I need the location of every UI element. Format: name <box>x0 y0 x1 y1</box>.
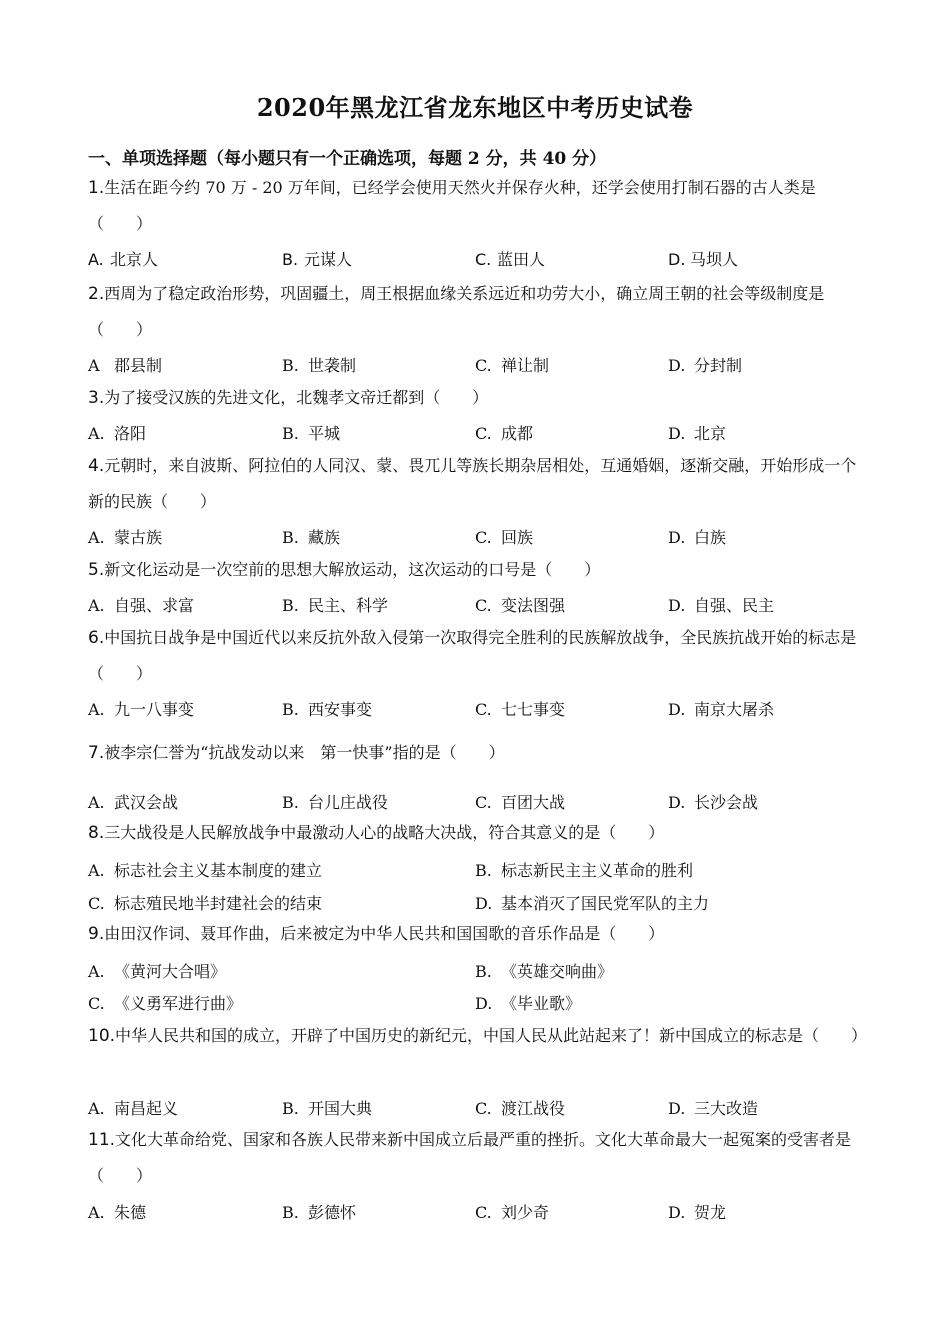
option-d[interactable] <box>668 421 726 444</box>
option-text: 禅让制 <box>501 356 550 375</box>
option-label: A. <box>88 596 105 615</box>
option-text: 平城 <box>308 424 341 443</box>
question-8 <box>88 815 868 851</box>
option-text: 回族 <box>501 528 534 547</box>
question-1 <box>88 170 868 242</box>
option-c[interactable] <box>88 991 242 1014</box>
option-text: 西安事变 <box>308 700 373 719</box>
option-text: 南京大屠杀 <box>694 700 775 719</box>
option-label: A. <box>88 861 105 880</box>
option-a[interactable] <box>88 247 158 270</box>
option-text: 基本消灭了国民党军队的主力 <box>501 894 710 913</box>
option-label: D. <box>668 793 686 812</box>
option-label: C. <box>88 994 105 1013</box>
option-text: 分封制 <box>694 356 743 375</box>
options-9-row-1 <box>88 959 868 983</box>
option-b[interactable] <box>282 247 352 270</box>
option-label: A. <box>88 250 104 269</box>
option-c[interactable] <box>475 525 533 548</box>
option-label: D. <box>668 424 686 443</box>
option-label: A. <box>88 1099 105 1118</box>
option-text: 蓝田人 <box>497 250 546 269</box>
option-label: B. <box>282 528 299 547</box>
option-text: 白族 <box>694 528 727 547</box>
option-c[interactable] <box>475 247 545 270</box>
option-a[interactable] <box>88 1200 146 1223</box>
question-text: 西周为了稳定政治形势，巩固疆土，周王根据血缘关系远近和功劳大小，确立周王朝的社会等级制度是（ ） <box>88 284 825 339</box>
option-a[interactable] <box>88 421 146 444</box>
option-text: 《毕业歌》 <box>501 994 582 1013</box>
option-label: B. <box>282 424 299 443</box>
question-number: 3. <box>88 388 105 408</box>
option-label: C. <box>475 596 492 615</box>
option-label: A. <box>88 793 105 812</box>
options-8-row-2 <box>88 891 868 915</box>
option-b[interactable] <box>282 421 340 444</box>
options-3 <box>88 421 868 445</box>
option-label: B. <box>282 250 299 269</box>
option-text: 渡江战役 <box>501 1099 566 1118</box>
option-label: C. <box>88 894 105 913</box>
option-d[interactable] <box>668 525 726 548</box>
option-a[interactable] <box>88 959 226 982</box>
option-b[interactable] <box>282 790 388 813</box>
option-text: 北京人 <box>110 250 159 269</box>
question-text: 由田汉作词、聂耳作曲，后来被定为中华人民共和国国歌的音乐作品是（ ） <box>104 924 665 943</box>
option-label: C. <box>475 793 492 812</box>
option-c[interactable] <box>475 1096 565 1119</box>
option-label: D. <box>475 994 493 1013</box>
option-text: 彭德怀 <box>308 1203 357 1222</box>
option-text: 《英雄交响曲》 <box>501 962 614 981</box>
option-d[interactable] <box>668 1096 758 1119</box>
option-label: C. <box>475 356 492 375</box>
option-d[interactable] <box>668 353 742 376</box>
option-b[interactable] <box>282 1096 372 1119</box>
question-6 <box>88 620 868 692</box>
option-label: D. <box>668 596 686 615</box>
option-label: A. <box>88 962 105 981</box>
option-text: 北京 <box>694 424 727 443</box>
option-c[interactable] <box>475 790 565 813</box>
option-text: 自强、民主 <box>694 596 775 615</box>
question-text: 新文化运动是一次空前的思想大解放运动，这次运动的口号是（ ） <box>104 560 601 579</box>
option-text: 标志社会主义基本制度的建立 <box>114 861 323 880</box>
option-text: 自强、求富 <box>114 596 195 615</box>
question-number: 10. <box>88 1026 116 1046</box>
option-label: B. <box>475 861 492 880</box>
question-4 <box>88 448 868 520</box>
option-label: D. <box>668 1203 686 1222</box>
option-b[interactable] <box>282 1200 356 1223</box>
question-text: 中华人民共和国的成立，开辟了中国历史的新纪元，中国人民从此站起来了！新中国成立的标志是（ ） <box>115 1026 868 1045</box>
option-text: 马坝人 <box>690 250 739 269</box>
option-label: C. <box>475 424 492 443</box>
option-text: 《黄河大合唱》 <box>114 962 227 981</box>
question-2 <box>88 276 868 348</box>
option-a[interactable] <box>88 525 162 548</box>
option-label: B. <box>282 793 299 812</box>
option-label: D. <box>668 250 686 269</box>
option-label: C. <box>475 528 492 547</box>
options-6 <box>88 697 868 721</box>
option-text: 开国大典 <box>308 1099 373 1118</box>
option-c[interactable] <box>475 421 533 444</box>
option-b[interactable] <box>475 959 613 982</box>
option-text: 《义勇军进行曲》 <box>114 994 243 1013</box>
question-number: 8. <box>88 823 105 843</box>
options-8-row-1 <box>88 858 868 882</box>
option-text: 郡县制 <box>114 356 163 375</box>
option-a[interactable] <box>88 697 194 720</box>
question-number: 4. <box>88 456 105 476</box>
question-number: 7. <box>88 743 105 763</box>
option-text: 世袭制 <box>308 356 357 375</box>
option-label: D. <box>668 528 686 547</box>
option-b[interactable] <box>282 593 388 616</box>
option-text: 武汉会战 <box>114 793 179 812</box>
question-text: 被李宗仁誉为“抗战发动以来 第一快事”指的是（ ） <box>104 743 505 762</box>
option-label: B. <box>282 700 299 719</box>
option-d[interactable] <box>475 991 581 1014</box>
question-9 <box>88 916 868 952</box>
option-text: 台儿庄战役 <box>308 793 389 812</box>
option-text: 成都 <box>501 424 534 443</box>
question-text: 三大战役是人民解放战争中最激动人心的战略大决战，符合其意义的是（ ） <box>104 823 665 842</box>
options-10 <box>88 1096 868 1120</box>
option-text: 七七事变 <box>501 700 566 719</box>
question-text: 中国抗日战争是中国近代以来反抗外敌入侵第一次取得完全胜利的民族解放战争，全民族抗战开始的标志是（ ） <box>88 628 857 683</box>
option-d[interactable] <box>668 1200 726 1223</box>
section-heading: 一、单项选择题（每小题只有一个正确选项，每题 2 分，共 40 分） <box>88 149 607 169</box>
option-label: C. <box>475 1099 492 1118</box>
option-label: A. <box>88 700 105 719</box>
question-text: 为了接受汉族的先进文化，北魏孝文帝迁都到（ ） <box>104 388 489 407</box>
option-text: 刘少奇 <box>501 1203 550 1222</box>
option-text: 贺龙 <box>694 1203 727 1222</box>
option-text: 长沙会战 <box>694 793 759 812</box>
option-text: 蒙古族 <box>114 528 163 547</box>
option-a[interactable] <box>88 353 162 376</box>
option-label: D. <box>668 700 686 719</box>
options-2 <box>88 353 868 377</box>
option-label: B. <box>282 596 299 615</box>
options-9-row-2 <box>88 991 868 1015</box>
question-11 <box>88 1122 868 1194</box>
question-number: 5. <box>88 560 105 580</box>
option-text: 洛阳 <box>114 424 147 443</box>
option-label: C. <box>475 1203 492 1222</box>
option-d[interactable] <box>475 891 709 914</box>
option-label: A <box>88 356 100 375</box>
question-text: 文化大革命给党、国家和各族人民带来新中国成立后最严重的挫折。文化大革命最大一起冤案的受害者是（ ） <box>88 1130 852 1185</box>
option-text: 藏族 <box>308 528 341 547</box>
options-11 <box>88 1200 868 1224</box>
options-7 <box>88 790 868 814</box>
option-d[interactable] <box>668 247 738 270</box>
question-text: 元朝时，来自波斯、阿拉伯的人同汉、蒙、畏兀儿等族长期杂居相处，互通婚姻，逐渐交融，开始形成一个新的民族（ ） <box>88 456 857 511</box>
option-a[interactable] <box>88 858 322 881</box>
question-number: 6. <box>88 628 105 648</box>
option-a[interactable] <box>88 790 178 813</box>
option-label: B. <box>475 962 492 981</box>
option-label: D. <box>668 1099 686 1118</box>
question-number: 11. <box>88 1130 116 1150</box>
option-label: D. <box>475 894 493 913</box>
page-title: 2020年黑龙江省龙东地区中考历史试卷 <box>256 93 694 122</box>
option-text: 朱德 <box>114 1203 147 1222</box>
option-d[interactable] <box>668 790 758 813</box>
option-d[interactable] <box>668 593 774 616</box>
question-5 <box>88 552 868 588</box>
question-3 <box>88 380 868 416</box>
option-c[interactable] <box>475 593 565 616</box>
option-d[interactable] <box>668 697 774 720</box>
option-label: B. <box>282 1099 299 1118</box>
option-label: B. <box>282 1203 299 1222</box>
option-text: 南昌起义 <box>114 1099 179 1118</box>
option-a[interactable] <box>88 1096 178 1119</box>
option-b[interactable] <box>282 353 356 376</box>
question-number: 1. <box>88 178 105 198</box>
question-10 <box>88 1018 868 1054</box>
option-text: 百团大战 <box>501 793 566 812</box>
option-label: A. <box>88 1203 105 1222</box>
options-1 <box>88 247 868 271</box>
option-a[interactable] <box>88 593 194 616</box>
question-7 <box>88 735 868 771</box>
option-text: 三大改造 <box>694 1099 759 1118</box>
option-text: 标志殖民地半封建社会的结束 <box>114 894 323 913</box>
option-text: 民主、科学 <box>308 596 389 615</box>
option-label: C. <box>475 250 492 269</box>
question-number: 2. <box>88 284 105 304</box>
options-4 <box>88 525 868 549</box>
option-label: C. <box>475 700 492 719</box>
question-text: 生活在距今约 70 万 - 20 万年间，已经学会使用天然火并保存火种，还学会使用打制石器的古人类是（ ） <box>88 178 816 233</box>
option-b[interactable] <box>282 697 372 720</box>
option-label: B. <box>282 356 299 375</box>
option-text: 标志新民主主义革命的胜利 <box>501 861 694 880</box>
option-c[interactable] <box>88 891 322 914</box>
option-b[interactable] <box>282 525 340 548</box>
option-c[interactable] <box>475 353 549 376</box>
option-label: D. <box>668 356 686 375</box>
option-c[interactable] <box>475 1200 549 1223</box>
option-text: 九一八事变 <box>114 700 195 719</box>
option-label: A. <box>88 528 105 547</box>
option-b[interactable] <box>475 858 693 881</box>
options-5 <box>88 593 868 617</box>
option-c[interactable] <box>475 697 565 720</box>
option-text: 变法图强 <box>501 596 566 615</box>
option-text: 元谋人 <box>304 250 353 269</box>
option-label: A. <box>88 424 105 443</box>
question-number: 9. <box>88 924 105 944</box>
